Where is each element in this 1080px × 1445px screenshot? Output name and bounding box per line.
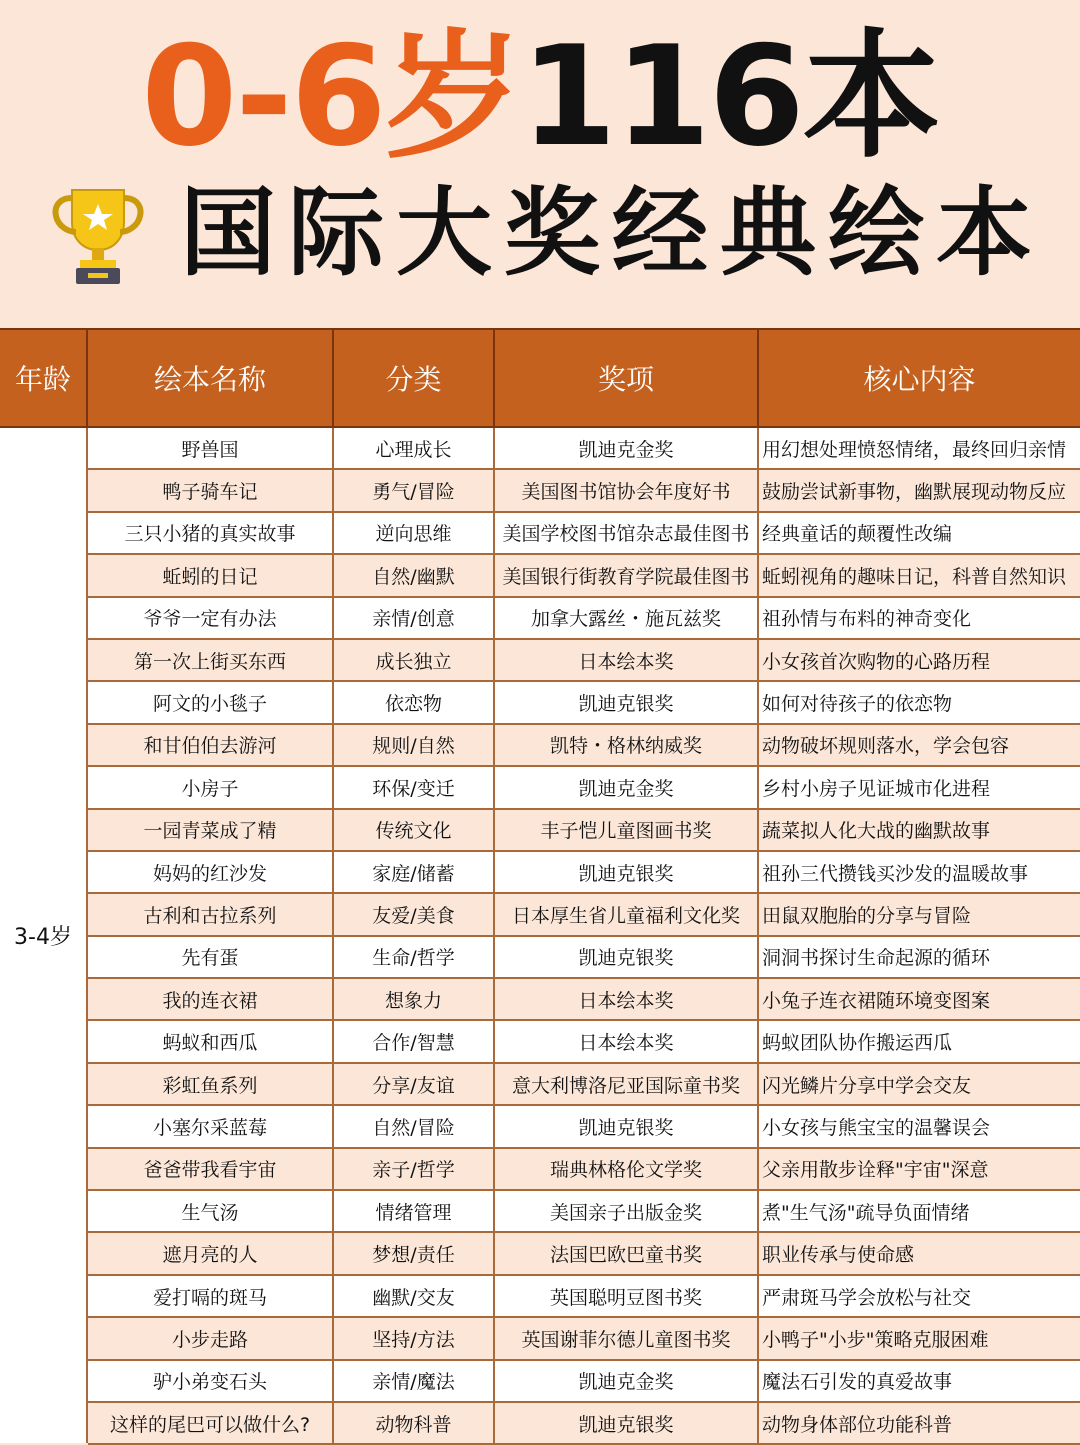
table-body: [88, 428, 1080, 1445]
content-cell: 蚂蚁团队协作搬运西瓜: [762, 1032, 953, 1055]
content-cell: 蚯蚓视角的趣味日记，科普自然知识: [762, 565, 1067, 588]
header-core-content: 核心内容: [863, 363, 976, 396]
table-row: [88, 1106, 1080, 1148]
header-award: 奖项: [495, 330, 759, 426]
award-cell: 凯迪克银奖: [495, 1106, 759, 1146]
table-row: [88, 725, 1080, 767]
category-cell: 传统文化: [334, 810, 495, 850]
table-row: [88, 1403, 1080, 1445]
book-name-cell: 和甘伯伯去游河: [88, 725, 334, 765]
award-cell: 美国图书馆协会年度好书: [495, 470, 759, 510]
book-name-cell: 蚂蚁和西瓜: [88, 1021, 334, 1061]
content-cell: 动物身体部位功能科普: [762, 1413, 953, 1436]
table-row: [88, 810, 1080, 852]
award-cell: 法国巴欧巴童书奖: [495, 1233, 759, 1273]
table-row: [88, 1149, 1080, 1191]
category-cell: 友爱/美食: [334, 894, 495, 934]
award-cell: 凯迪克金奖: [495, 428, 759, 468]
table-row: [88, 428, 1080, 470]
award-cell: 美国银行街教育学院最佳图书: [495, 555, 759, 595]
table-row: [88, 555, 1080, 597]
category-cell: 规则/自然: [334, 725, 495, 765]
content-cell: 用幻想处理愤怒情绪，最终回归亲情: [762, 438, 1067, 461]
category-cell: 自然/冒险: [334, 1106, 495, 1146]
content-cell: 洞洞书探讨生命起源的循环: [762, 947, 991, 970]
age-group-cell: 3-4岁: [0, 428, 88, 1443]
content-cell: 蔬菜拟人化大战的幽默故事: [762, 820, 991, 843]
book-name-cell: 先有蛋: [88, 937, 334, 977]
category-cell: 情绪管理: [334, 1191, 495, 1231]
table-row: [88, 894, 1080, 936]
category-cell: 成长独立: [334, 640, 495, 680]
award-cell: 凯迪克银奖: [495, 1403, 759, 1443]
title-age-range: 0-6岁: [141, 16, 521, 177]
book-name-cell: 阿文的小毯子: [88, 682, 334, 722]
award-cell: 日本绘本奖: [495, 979, 759, 1019]
content-cell: 小兔子连衣裙随环境变图案: [762, 989, 991, 1012]
table-row: [88, 1233, 1080, 1275]
content-cell: 煮"生气汤"疏导负面情绪: [762, 1201, 970, 1224]
book-name-cell: 第一次上街买东西: [88, 640, 334, 680]
content-cell: 魔法石引发的真爱故事: [762, 1371, 953, 1394]
content-cell: 小女孩首次购物的心路历程: [762, 650, 991, 673]
book-name-cell: 小塞尔采蓝莓: [88, 1106, 334, 1146]
book-name-cell: 妈妈的红沙发: [88, 852, 334, 892]
content-cell: 职业传承与使命感: [762, 1244, 915, 1267]
content-cell: 闪光鳞片分享中学会交友: [762, 1074, 972, 1097]
book-name-cell: 爷爷一定有办法: [88, 598, 334, 638]
category-cell: 家庭/储蓄: [334, 852, 495, 892]
content-cell: 严肃斑马学会放松与社交: [762, 1286, 972, 1309]
category-cell: 合作/智慧: [334, 1021, 495, 1061]
award-cell: 日本绘本奖: [495, 1021, 759, 1061]
header-category: 分类: [334, 330, 495, 426]
content-cell: 父亲用散步诠释"宇宙"深意: [762, 1159, 989, 1182]
category-cell: 环保/变迁: [334, 767, 495, 807]
category-cell: 勇气/冒险: [334, 470, 495, 510]
award-cell: 美国亲子出版金奖: [495, 1191, 759, 1231]
table-row: [88, 598, 1080, 640]
category-cell: 亲子/哲学: [334, 1149, 495, 1189]
content-cell: 如何对待孩子的依恋物: [762, 693, 953, 716]
category-cell: 坚持/方法: [334, 1318, 495, 1358]
award-cell: 瑞典林格伦文学奖: [495, 1149, 759, 1189]
table-row: [88, 1276, 1080, 1318]
book-name-cell: 爸爸带我看宇宙: [88, 1149, 334, 1189]
award-cell: 美国学校图书馆杂志最佳图书: [495, 513, 759, 553]
book-name-cell: 鸭子骑车记: [88, 470, 334, 510]
award-cell: 凯迪克银奖: [495, 937, 759, 977]
header-age: 年龄: [0, 330, 88, 426]
header-book-name: 绘本名称: [88, 330, 334, 426]
table-row: [88, 937, 1080, 979]
award-cell: 加拿大露丝・施瓦兹奖: [495, 598, 759, 638]
award-cell: 英国谢菲尔德儿童图书奖: [495, 1318, 759, 1358]
book-name-cell: 驴小弟变石头: [88, 1361, 334, 1401]
category-cell: 依恋物: [334, 682, 495, 722]
book-name-cell: 彩虹鱼系列: [88, 1064, 334, 1104]
book-name-cell: 三只小猪的真实故事: [88, 513, 334, 553]
book-table: [0, 328, 1080, 1443]
book-name-cell: 这样的尾巴可以做什么?: [88, 1403, 334, 1443]
award-cell: 意大利博洛尼亚国际童书奖: [495, 1064, 759, 1104]
category-cell: 心理成长: [334, 428, 495, 468]
award-cell: 凯特・格林纳威奖: [495, 725, 759, 765]
table-row: [88, 640, 1080, 682]
title-book-count: 116本: [520, 16, 939, 177]
book-name-cell: 一园青菜成了精: [88, 810, 334, 850]
main-title: [0, 16, 1080, 177]
subtitle: 国际大奖经典绘本: [180, 177, 1044, 289]
category-cell: 想象力: [334, 979, 495, 1019]
table-header: [0, 328, 1080, 428]
award-cell: 丰子恺儿童图画书奖: [495, 810, 759, 850]
content-cell: 小女孩与熊宝宝的温馨误会: [762, 1116, 991, 1139]
category-cell: 自然/幽默: [334, 555, 495, 595]
table-row: [88, 470, 1080, 512]
table-row: [88, 1064, 1080, 1106]
table-row: [88, 767, 1080, 809]
category-cell: 亲情/创意: [334, 598, 495, 638]
book-name-cell: 我的连衣裙: [88, 979, 334, 1019]
header: [0, 0, 1080, 328]
content-cell: 田鼠双胞胎的分享与冒险: [762, 904, 972, 927]
book-name-cell: 古利和古拉系列: [88, 894, 334, 934]
award-cell: 日本绘本奖: [495, 640, 759, 680]
table-row: [88, 1361, 1080, 1403]
award-cell: 英国聪明豆图书奖: [495, 1276, 759, 1316]
category-cell: 动物科普: [334, 1403, 495, 1443]
table-row: [88, 1021, 1080, 1063]
book-name-cell: 小步走路: [88, 1318, 334, 1358]
content-cell: 动物破坏规则落水，学会包容: [762, 735, 1010, 758]
content-cell: 经典童话的颠覆性改编: [762, 523, 953, 546]
award-cell: 凯迪克银奖: [495, 682, 759, 722]
table-row: [88, 682, 1080, 724]
content-cell: 乡村小房子见证城市化进程: [762, 777, 991, 800]
book-name-cell: 野兽国: [88, 428, 334, 468]
award-cell: 日本厚生省儿童福利文化奖: [495, 894, 759, 934]
award-cell: 凯迪克金奖: [495, 767, 759, 807]
award-cell: 凯迪克金奖: [495, 1361, 759, 1401]
book-name-cell: 遮月亮的人: [88, 1233, 334, 1273]
content-cell: 鼓励尝试新事物，幽默展现动物反应: [762, 481, 1067, 504]
content-cell: 小鸭子"小步"策略克服困难: [762, 1328, 989, 1351]
category-cell: 幽默/交友: [334, 1276, 495, 1316]
category-cell: 逆向思维: [334, 513, 495, 553]
table-row: [88, 1191, 1080, 1233]
category-cell: 梦想/责任: [334, 1233, 495, 1273]
table-row: [88, 979, 1080, 1021]
trophy-icon: [50, 182, 146, 288]
book-name-cell: 小房子: [88, 767, 334, 807]
book-name-cell: 爱打嗝的斑马: [88, 1276, 334, 1316]
content-cell: 祖孙三代攒钱买沙发的温暖故事: [762, 862, 1029, 885]
table-row: [88, 852, 1080, 894]
table-row: [88, 1318, 1080, 1360]
category-cell: 生命/哲学: [334, 937, 495, 977]
category-cell: 亲情/魔法: [334, 1361, 495, 1401]
category-cell: 分享/友谊: [334, 1064, 495, 1104]
table-row: [88, 513, 1080, 555]
book-name-cell: 蚯蚓的日记: [88, 555, 334, 595]
content-cell: 祖孙情与布料的神奇变化: [762, 608, 972, 631]
book-name-cell: 生气汤: [88, 1191, 334, 1231]
award-cell: 凯迪克银奖: [495, 852, 759, 892]
